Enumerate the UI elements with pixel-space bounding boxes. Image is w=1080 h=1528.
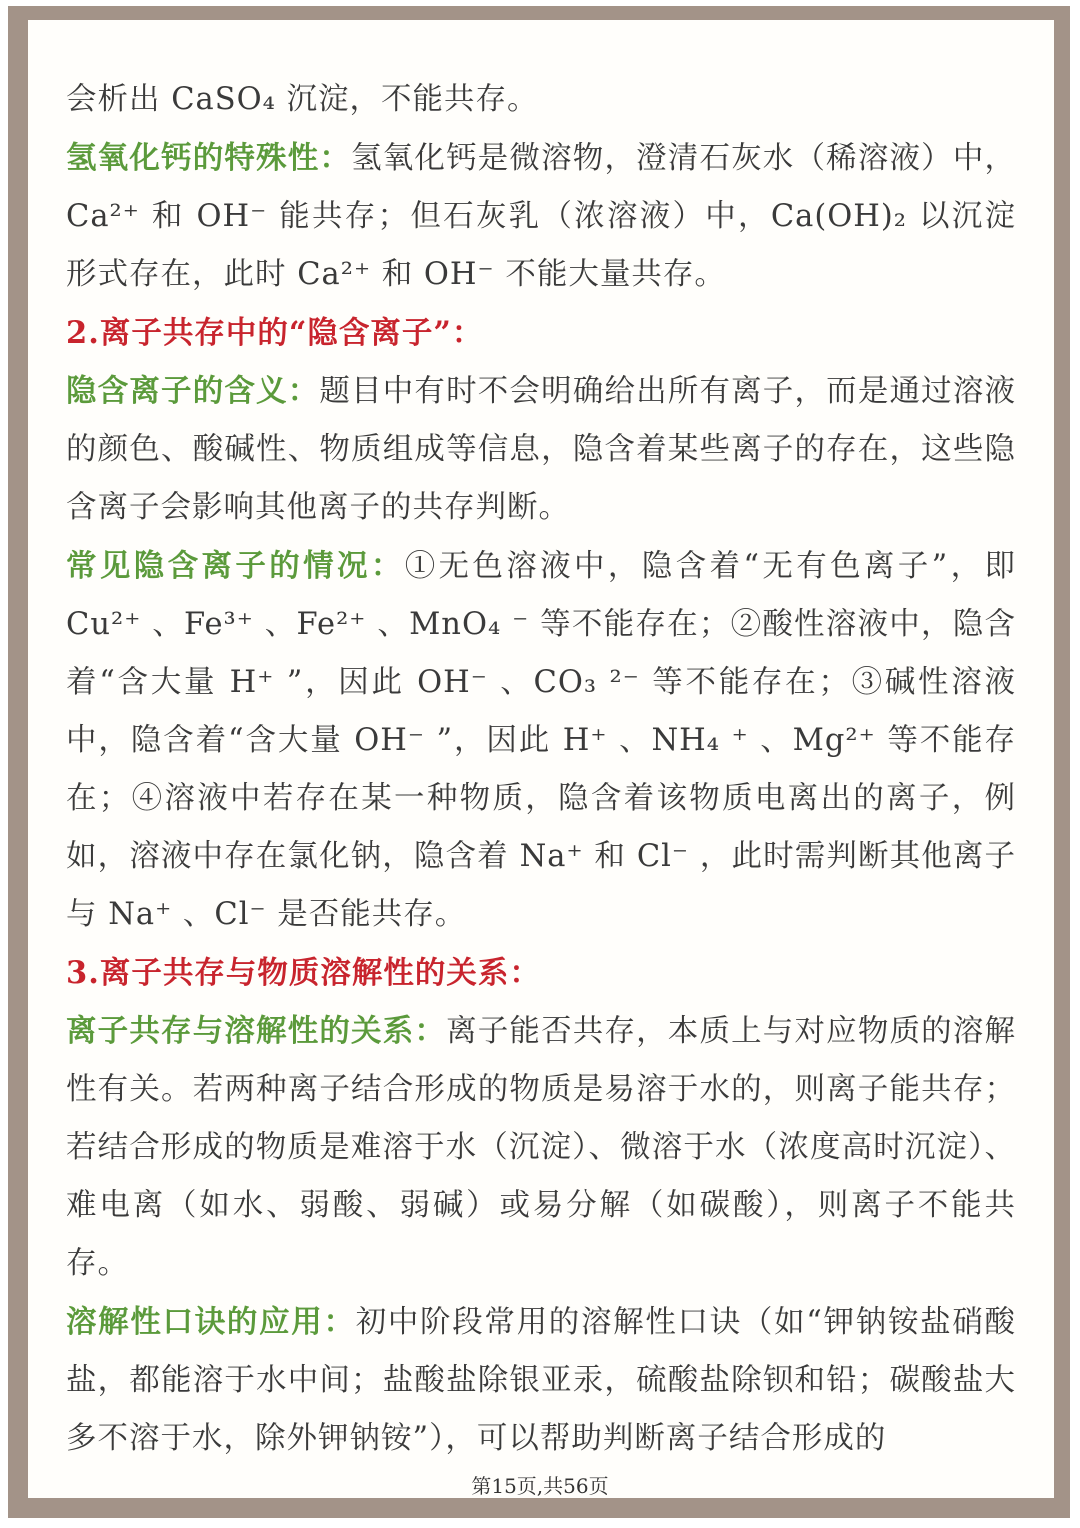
- paragraph-solubility-rhyme: [66, 1293, 1016, 1468]
- paragraph-term: 氢氧化钙的特殊性：: [66, 140, 352, 176]
- page-number: 第15页,共56页: [471, 1474, 609, 1498]
- paragraph-term: 常见隐含离子的情况：: [66, 548, 405, 584]
- paragraph-term: 隐含离子的含义：: [66, 373, 320, 409]
- paragraph-caso4: [66, 70, 1016, 129]
- section-heading-solubility: 3.离子共存与物质溶解性的关系：: [66, 955, 541, 991]
- paragraph-text: 题目中有时不会明确给出所有离子，而是通过溶液的颜色、酸碱性、物质组成等信息，隐含着某些离子的存在，这些隐含离子会影响其他离子的共存判断。: [66, 374, 1017, 525]
- section-heading-hidden-ions: 2.离子共存中的“隐含离子”：: [66, 315, 484, 351]
- paragraph-term: 溶解性口诀的应用：: [66, 1304, 356, 1340]
- paragraph-term: 离子共存与溶解性的关系：: [66, 1013, 447, 1049]
- paragraph-coexistence-solubility: [66, 1002, 1016, 1293]
- paragraph-text: 氢氧化钙是微溶物，澄清石灰水（稀溶液）中，Ca²⁺ 和 OH⁻ 能共存；但石灰乳（浓溶液）中，Ca(OH)₂ 以沉淀形式存在，此时 Ca²⁺ 和 OH⁻ 不能大量共存。: [66, 141, 1017, 292]
- paragraph-text: 初中阶段常用的溶解性口诀（如“钾钠铵盐硝酸盐，都能溶于水中间；盐酸盐除银亚汞，硫酸盐除钡和铅；碳酸盐大多不溶于水，除外钾钠铵”），可以帮助判断离子结合形成的: [66, 1305, 1017, 1456]
- paragraph-text: ①无色溶液中，隐含着“无有色离子”，即 Cu²⁺ 、Fe³⁺ 、Fe²⁺ 、MnO₄ ⁻ 等不能存在；②酸性溶液中，隐含着“含大量 H⁺ ”，因此 OH⁻ 、CO₃ ²⁻ 等不能存在；③碱性溶液中，隐含着“含大量 OH⁻ ”，因此 H⁺ 、NH₄ ⁺ 、Mg²⁺ 等不能存在；④溶液中若存在某一种物质，隐含着该物质电离出的离子，例如，溶液中存在氯化钠，隐含着 Na⁺ 和 Cl⁻ ，此时需判断其他离子与 Na⁺ 、Cl⁻ 是否能共存。: [66, 549, 1017, 932]
- document-body: [66, 70, 1016, 1468]
- paragraph-common-hidden-ions: [66, 537, 1016, 944]
- paragraph-calcium-hydroxide: [66, 129, 1016, 304]
- paragraph-text: 会析出 CaSO₄ 沉淀，不能共存。: [66, 82, 539, 117]
- paragraph-text: 离子能否共存，本质上与对应物质的溶解性有关。若两种离子结合形成的物质是易溶于水的，则离子能共存；若结合形成的物质是难溶于水（沉淀）、微溶于水（浓度高时沉淀）、难电离（如水、弱酸、弱碱）或易分解（如碳酸），则离子不能共存。: [66, 1014, 1017, 1281]
- paragraph-hidden-ion-meaning: [66, 362, 1016, 537]
